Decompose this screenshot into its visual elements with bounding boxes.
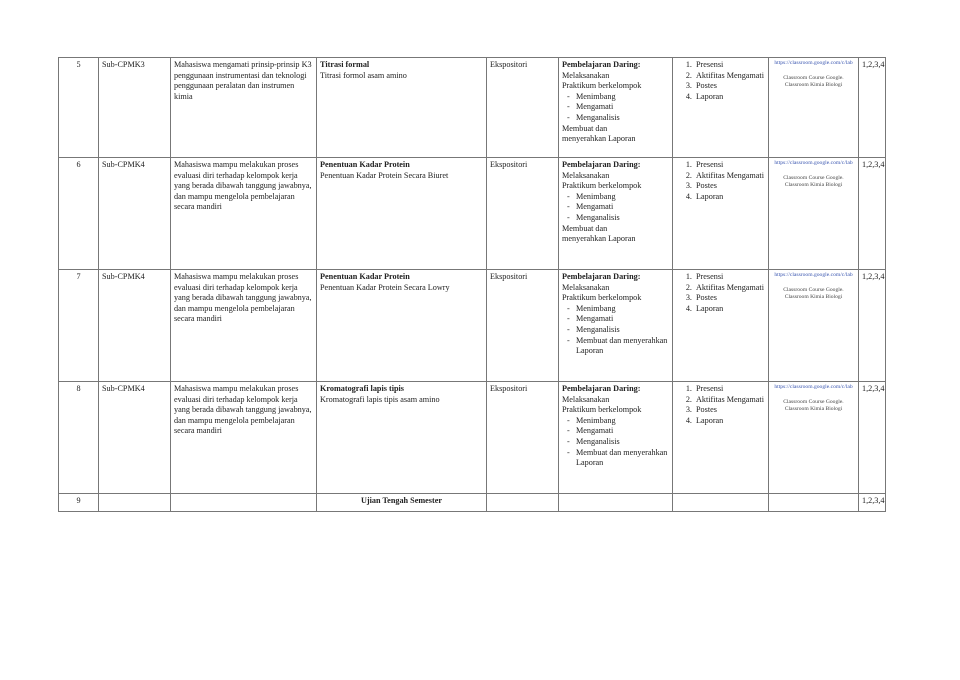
topic-desc: Titrasi formol asam amino (320, 70, 407, 80)
reference-cell: 1,2,3,4 (859, 58, 886, 158)
topic-title: Penentuan Kadar Protein (320, 272, 410, 281)
empty-cell (769, 494, 859, 512)
list-item: 1. Presensi (694, 60, 765, 71)
activity-tail: menyerahkan Laporan (562, 134, 636, 144)
activity-list (562, 416, 669, 469)
method-cell: Ekspositori (487, 158, 559, 270)
classroom-text: Classroom Course Google. Classroom Kimia Biologi (783, 175, 844, 188)
method-cell: Ekspositori (487, 58, 559, 158)
evaluation-cell (673, 58, 769, 158)
empty-cell (99, 494, 171, 512)
activity-cell (559, 158, 673, 270)
midterm-label: Ujian Tengah Semester (317, 494, 487, 512)
activity-title: Pembelajaran Daring: (562, 384, 641, 393)
indicator-cell: Mahasiswa mampu melakukan proses evaluasi diri terhadap kelompok kerja yang berada dibawah tanggung jawabnya, dan mampu mengelola pembelajaran secara mandiri (171, 382, 317, 494)
sub-cpmk-cell: Sub-CPMK4 (99, 270, 171, 382)
list-item: 4. Laporan (694, 304, 765, 315)
list-item: 3. Postes (694, 405, 765, 416)
topic-title: Penentuan Kadar Protein (320, 160, 410, 169)
list-item: 2. Aktifitas Mengamati (694, 171, 765, 182)
list-item: 4. Laporan (694, 92, 765, 103)
list-item: 1. Presensi (694, 272, 765, 283)
list-item: 3. Postes (694, 181, 765, 192)
list-item: 3. Postes (694, 81, 765, 92)
classroom-text: Classroom Course Google. Classroom Kimia Biologi (783, 75, 844, 88)
classroom-link[interactable]: https://classroom.google.com/c/lab (774, 60, 853, 66)
activity-cell (559, 58, 673, 158)
list-item: - Menganalisis (576, 437, 669, 448)
activity-line: Praktikum berkelompok (562, 81, 642, 91)
activity-title: Pembelajaran Daring: (562, 60, 641, 69)
activity-list (562, 192, 669, 224)
activity-line: Melaksanakan (562, 394, 610, 404)
topic-cell (317, 58, 487, 158)
activity-line: Praktikum berkelompok (562, 405, 642, 415)
method-cell: Ekspositori (487, 382, 559, 494)
indicator-cell: Mahasiswa mampu melakukan proses evaluasi diri terhadap kelompok kerja yang berada dibawah tanggung jawabnya, dan mampu mengelola pembelajaran secara mandiri (171, 270, 317, 382)
classroom-link[interactable]: https://classroom.google.com/c/lab (774, 160, 853, 166)
list-item: 4. Laporan (694, 416, 765, 427)
list-item: - Mengamati (576, 314, 669, 325)
topic-desc: Penentuan Kadar Protein Secara Biuret (320, 170, 449, 180)
week-number: 7 (59, 270, 99, 382)
list-item: - Membuat dan menyerahkan Laporan (576, 336, 669, 357)
table-row (59, 158, 886, 270)
list-item: - Menimbang (576, 92, 669, 103)
list-item: - Membuat dan menyerahkan Laporan (576, 448, 669, 469)
list-item: - Menimbang (576, 304, 669, 315)
indicator-cell: Mahasiswa mengamati prinsip-prinsip K3 penggunaan instrumentasi dan teknologi penggunaan peralatan dan instrumen kimia (171, 58, 317, 158)
topic-cell (317, 382, 487, 494)
sub-cpmk-cell: Sub-CPMK4 (99, 382, 171, 494)
media-cell (769, 382, 859, 494)
evaluation-list (676, 160, 765, 202)
list-item: 2. Aktifitas Mengamati (694, 71, 765, 82)
activity-line: Melaksanakan (562, 170, 610, 180)
activity-line: Praktikum berkelompok (562, 181, 642, 191)
midterm-row (59, 494, 886, 512)
topic-cell (317, 270, 487, 382)
empty-cell (673, 494, 769, 512)
indicator-cell: Mahasiswa mampu melakukan proses evaluasi diri terhadap kelompok kerja yang berada dibawah tanggung jawabnya, dan mampu mengelola pembelajaran secara mandiri (171, 158, 317, 270)
activity-line: Praktikum berkelompok (562, 293, 642, 303)
list-item: 1. Presensi (694, 384, 765, 395)
topic-desc: Penentuan Kadar Protein Secara Lowry (320, 282, 450, 292)
list-item: - Mengamati (576, 202, 669, 213)
media-cell (769, 158, 859, 270)
topic-desc: Kromatografi lapis tipis asam amino (320, 394, 440, 404)
activity-line: Melaksanakan (562, 282, 610, 292)
classroom-text: Classroom Course Google. Classroom Kimia Biologi (783, 399, 844, 412)
classroom-text: Classroom Course Google. Classroom Kimia Biologi (783, 287, 844, 300)
list-item: 4. Laporan (694, 192, 765, 203)
media-cell (769, 58, 859, 158)
activity-tail: menyerahkan Laporan (562, 234, 636, 244)
list-item: - Mengamati (576, 102, 669, 113)
week-number: 9 (59, 494, 99, 512)
empty-cell (559, 494, 673, 512)
evaluation-list (676, 60, 765, 102)
sub-cpmk-cell: Sub-CPMK4 (99, 158, 171, 270)
reference-cell: 1,2,3,4 (859, 494, 886, 512)
method-cell: Ekspositori (487, 270, 559, 382)
sub-cpmk-cell: Sub-CPMK3 (99, 58, 171, 158)
classroom-link[interactable]: https://classroom.google.com/c/lab (774, 384, 853, 390)
list-item: 2. Aktifitas Mengamati (694, 283, 765, 294)
activity-list (562, 304, 669, 357)
evaluation-list (676, 384, 765, 426)
evaluation-cell (673, 158, 769, 270)
list-item: - Menimbang (576, 192, 669, 203)
activity-cell (559, 382, 673, 494)
table-row (59, 382, 886, 494)
empty-cell (171, 494, 317, 512)
classroom-link[interactable]: https://classroom.google.com/c/lab (774, 272, 853, 278)
activity-cell (559, 270, 673, 382)
list-item: 1. Presensi (694, 160, 765, 171)
list-item: - Menimbang (576, 416, 669, 427)
week-number: 6 (59, 158, 99, 270)
topic-cell (317, 158, 487, 270)
activity-title: Pembelajaran Daring: (562, 160, 641, 169)
empty-cell (487, 494, 559, 512)
reference-cell: 1,2,3,4 (859, 382, 886, 494)
media-cell (769, 270, 859, 382)
evaluation-cell (673, 382, 769, 494)
activity-tail: Membuat dan (562, 123, 608, 133)
week-number: 8 (59, 382, 99, 494)
course-plan-table (58, 57, 886, 512)
reference-cell: 1,2,3,4 (859, 270, 886, 382)
evaluation-list (676, 272, 765, 314)
topic-title: Titrasi formal (320, 60, 370, 69)
table-row (59, 58, 886, 158)
list-item: 3. Postes (694, 293, 765, 304)
list-item: - Menganalisis (576, 113, 669, 124)
list-item: 2. Aktifitas Mengamati (694, 395, 765, 406)
activity-list (562, 92, 669, 124)
activity-tail: Membuat dan (562, 223, 608, 233)
list-item: - Mengamati (576, 426, 669, 437)
list-item: - Menganalisis (576, 213, 669, 224)
list-item: - Menganalisis (576, 325, 669, 336)
activity-title: Pembelajaran Daring: (562, 272, 641, 281)
reference-cell: 1,2,3,4 (859, 158, 886, 270)
activity-line: Melaksanakan (562, 70, 610, 80)
topic-title: Kromatografi lapis tipis (320, 384, 404, 393)
evaluation-cell (673, 270, 769, 382)
table-row (59, 270, 886, 382)
week-number: 5 (59, 58, 99, 158)
